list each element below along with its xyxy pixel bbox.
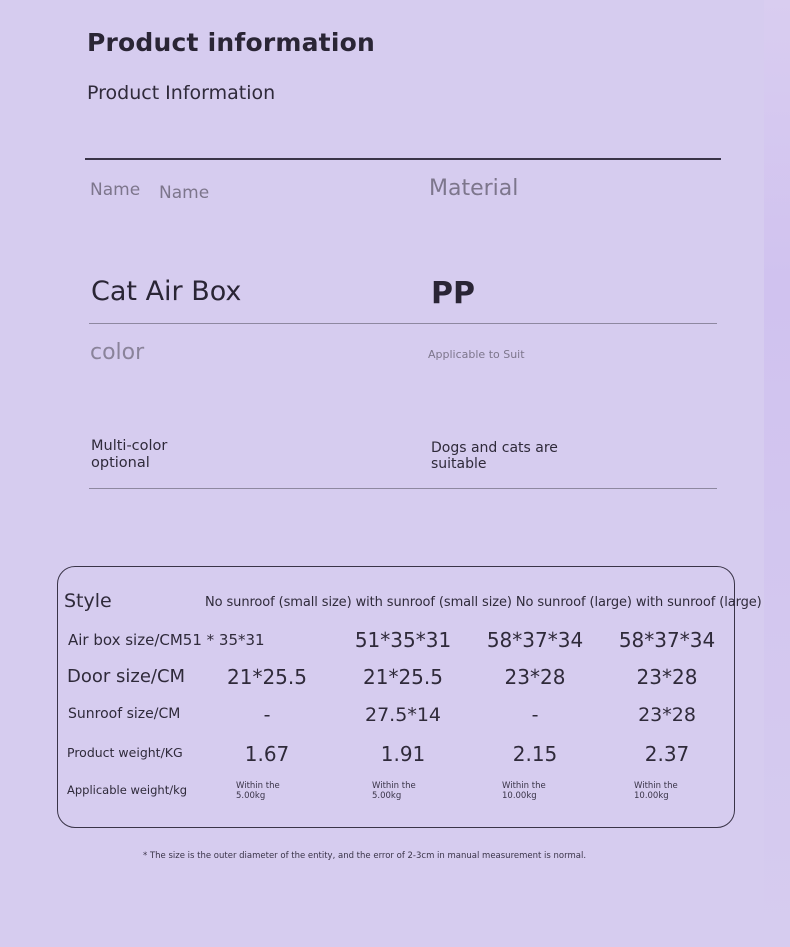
info-divider-1 xyxy=(89,323,717,324)
info-divider-2 xyxy=(89,488,717,489)
applicable-value: Dogs and cats are suitable xyxy=(431,440,558,472)
product-weight-label: Product weight/KG xyxy=(67,745,183,760)
table-cell: Within the 10.00kg xyxy=(634,781,678,801)
table-cell: Within the 5.00kg xyxy=(372,781,416,801)
table-cell: 23*28 xyxy=(504,665,566,689)
table-cell: - xyxy=(263,704,271,726)
table-cell: 1.67 xyxy=(244,742,290,766)
table-cell: Within the 10.00kg xyxy=(502,781,546,801)
door-size-label: Door size/CM xyxy=(67,666,186,687)
style-columns-header: No sunroof (small size) with sunroof (small size) No sunroof (large) with sunroof (large) xyxy=(205,595,762,610)
table-cell: 27.5*14 xyxy=(365,704,441,726)
name-label: Name xyxy=(90,180,141,200)
page-title: Product information xyxy=(87,28,375,57)
table-cell: 23*28 xyxy=(638,704,696,726)
sunroof-size-label: Sunroof size/CM xyxy=(68,706,181,722)
table-cell: 2.15 xyxy=(512,742,558,766)
name-label-secondary: Name xyxy=(159,183,210,203)
table-cell: 58*37*34 xyxy=(486,628,584,652)
material-label: Material xyxy=(429,176,519,201)
table-cell: 21*25.5 xyxy=(363,665,443,689)
product-name-value: Cat Air Box xyxy=(91,276,242,307)
applicable-weight-label: Applicable weight/kg xyxy=(67,783,188,797)
page-subtitle: Product Information xyxy=(87,82,276,104)
table-cell: 21*25.5 xyxy=(227,665,307,689)
color-value: Multi-color optional xyxy=(91,438,168,471)
table-cell: 51*35*31 xyxy=(354,628,452,652)
style-label: Style xyxy=(64,590,112,612)
applicable-label: Applicable to Suit xyxy=(428,348,525,361)
air-box-size-label: Air box size/CM51 * 35*31 xyxy=(68,631,265,649)
table-cell: 23*28 xyxy=(636,665,698,689)
table-cell: 1.91 xyxy=(380,742,426,766)
color-label: color xyxy=(90,340,145,365)
table-cell: Within the 5.00kg xyxy=(236,781,280,801)
material-value: PP xyxy=(431,276,475,311)
right-edge-strip xyxy=(764,0,790,947)
table-cell: 58*37*34 xyxy=(618,628,716,652)
table-cell: - xyxy=(531,704,539,726)
table-cell: 2.37 xyxy=(644,742,690,766)
header-divider xyxy=(85,158,721,160)
footnote: * The size is the outer diameter of the entity, and the error of 2-3cm in manual measurement is normal. xyxy=(143,851,587,861)
